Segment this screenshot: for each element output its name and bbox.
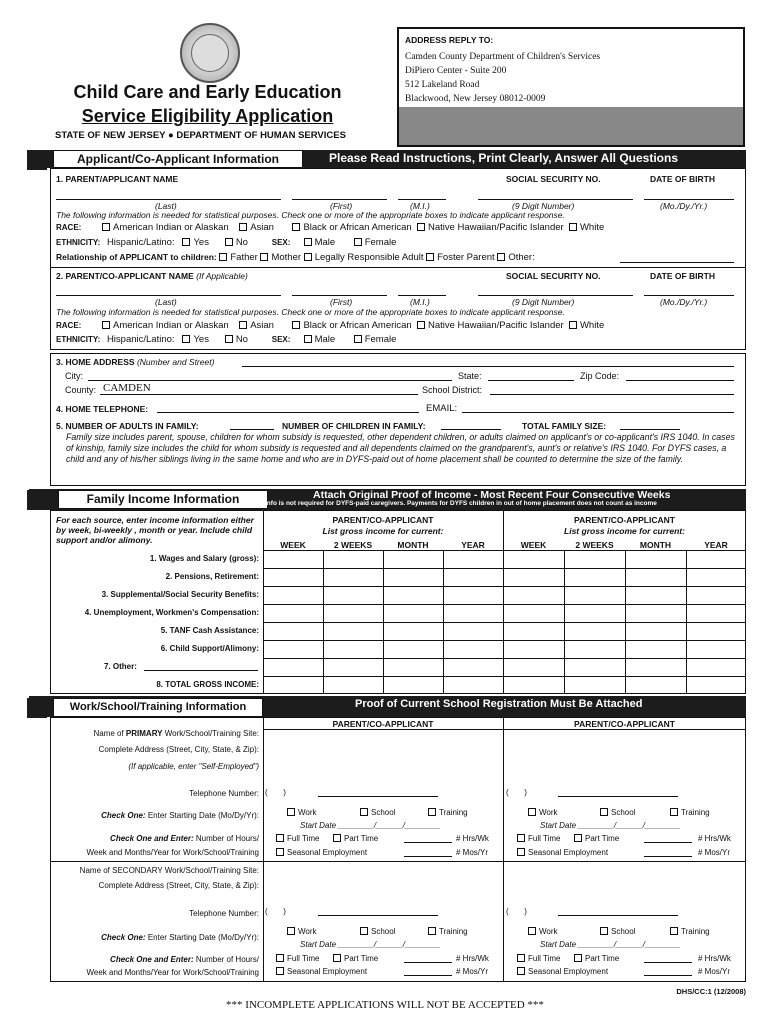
co-ssn-field[interactable] xyxy=(478,295,633,296)
ssn-label: SOCIAL SECURITY NO. xyxy=(506,174,601,184)
home-address-box xyxy=(50,353,746,486)
mi-field[interactable] xyxy=(398,199,446,200)
race-checkbox[interactable] xyxy=(292,223,300,231)
income-row-label: 2. Pensions, Retirement: xyxy=(165,572,259,581)
full-time-checkbox[interactable] xyxy=(276,834,284,842)
section-a-banner: Please Read Instructions, Print Clearly, Answer All Questions xyxy=(329,151,678,165)
co-race-checkbox[interactable] xyxy=(417,321,425,329)
section-a-tab: Applicant/Co-Applicant Information xyxy=(53,150,303,168)
female-checkbox[interactable] xyxy=(354,238,362,246)
zip-field[interactable] xyxy=(626,380,734,381)
secondary-full-time-checkbox[interactable] xyxy=(276,954,284,962)
dob-label: DATE OF BIRTH xyxy=(650,174,716,184)
secondary-hrs-wk-field[interactable] xyxy=(404,962,452,963)
dob-field[interactable] xyxy=(644,199,734,200)
co-last-name-field[interactable] xyxy=(56,295,281,296)
home-telephone-field[interactable] xyxy=(157,412,419,413)
co-race-checkbox[interactable] xyxy=(292,321,300,329)
secondary-part-time-checkbox[interactable] xyxy=(333,954,341,962)
income-row-label: 5. TANF Cash Assistance: xyxy=(160,626,259,635)
race-checkbox[interactable] xyxy=(102,223,110,231)
ssn-field[interactable] xyxy=(478,199,633,200)
phone-field[interactable] xyxy=(318,796,438,797)
state-field[interactable] xyxy=(488,380,574,381)
race-checkbox[interactable] xyxy=(417,223,425,231)
secondary-school-checkbox[interactable] xyxy=(360,927,368,935)
other-income-field[interactable] xyxy=(144,670,258,671)
co-school-checkbox[interactable] xyxy=(600,808,608,816)
section-b-bar xyxy=(29,489,746,510)
co-dob-field[interactable] xyxy=(644,295,734,296)
section-c-banner: Proof of Current School Registration Must Be Attached xyxy=(355,698,643,710)
co-seasonal-checkbox[interactable] xyxy=(517,848,525,856)
co-secondary-mos-yr-field[interactable] xyxy=(644,975,692,976)
section-c-bar xyxy=(29,696,746,717)
secondary-seasonal-checkbox[interactable] xyxy=(276,967,284,975)
co-race-checkbox[interactable] xyxy=(569,321,577,329)
co-secondary-hrs-wk-field[interactable] xyxy=(644,962,692,963)
info-text: The following information is needed for statistical purposes. Check one or more of the appropriate boxes to indicate applicant response. xyxy=(56,210,565,220)
section-b-banner: Attach Original Proof of Income - Most Recent Four Consecutive Weeks xyxy=(313,489,671,501)
co-secondary-school-checkbox[interactable] xyxy=(600,927,608,935)
co-secondary-work-checkbox[interactable] xyxy=(528,927,536,935)
co-hispanic-no-checkbox[interactable] xyxy=(225,335,233,343)
section-b-subbanner: Info is not required for DYFS-paid caregivers. Payments for DYFS children in out of home placement does not count as income xyxy=(265,500,657,507)
male-checkbox[interactable] xyxy=(304,238,312,246)
co-part-time-checkbox[interactable] xyxy=(574,834,582,842)
secondary-phone-field[interactable] xyxy=(318,915,438,916)
co-male-checkbox[interactable] xyxy=(304,335,312,343)
city-field[interactable] xyxy=(88,380,452,381)
school-checkbox[interactable] xyxy=(360,808,368,816)
co-phone-field[interactable] xyxy=(558,796,678,797)
training-checkbox[interactable] xyxy=(428,808,436,816)
num-adults-field[interactable] xyxy=(230,429,274,430)
relationship-checkbox[interactable] xyxy=(304,253,312,261)
incomplete-warning: *** INCOMPLETE APPLICATIONS WILL NOT BE ACCEPTED *** xyxy=(226,999,544,1011)
state-seal-logo xyxy=(180,23,240,83)
income-row-label: 6. Child Support/Alimony: xyxy=(160,644,259,653)
co-hispanic-yes-checkbox[interactable] xyxy=(182,335,190,343)
section-a-bar xyxy=(29,150,746,168)
relationship-checkbox[interactable] xyxy=(219,253,227,261)
work-checkbox[interactable] xyxy=(287,808,295,816)
hispanic-no-checkbox[interactable] xyxy=(225,238,233,246)
section-b-tab: Family Income Information xyxy=(58,490,268,509)
co-female-checkbox[interactable] xyxy=(354,335,362,343)
co-race-checkbox[interactable] xyxy=(239,321,247,329)
relationship-checkbox[interactable] xyxy=(260,253,268,261)
email-field[interactable] xyxy=(462,412,734,413)
form-title: Child Care and Early Education Service Eligibility Application xyxy=(73,82,342,126)
co-mos-yr-field[interactable] xyxy=(644,856,692,857)
co-race-checkbox[interactable] xyxy=(102,321,110,329)
part-time-checkbox[interactable] xyxy=(333,834,341,842)
county-value[interactable]: CAMDEN xyxy=(103,382,151,394)
section-c-tab: Work/School/Training Information xyxy=(53,698,263,717)
co-secondary-seasonal-checkbox[interactable] xyxy=(517,967,525,975)
income-row-label: 8. TOTAL GROSS INCOME: xyxy=(156,680,259,689)
secondary-work-checkbox[interactable] xyxy=(287,927,295,935)
mos-yr-field[interactable] xyxy=(404,856,452,857)
race-checkbox[interactable] xyxy=(239,223,247,231)
income-row-label: 1. Wages and Salary (gross): xyxy=(149,554,259,563)
co-mi-field[interactable] xyxy=(398,295,446,296)
co-work-checkbox[interactable] xyxy=(528,808,536,816)
income-instructions: For each source, enter income information either by week, bi-weekly , month or year. Include child support and/or alimony. xyxy=(56,515,254,545)
secondary-training-checkbox[interactable] xyxy=(428,927,436,935)
co-secondary-part-time-checkbox[interactable] xyxy=(574,954,582,962)
address-reply-box: ADDRESS REPLY TO: Camden County Department of Children's Services DiPiero Center - Suite 200 512 Lakeland Road Blackwood, New Jersey 08012-0009 xyxy=(397,27,745,147)
last-name-field[interactable] xyxy=(56,199,281,200)
seasonal-checkbox[interactable] xyxy=(276,848,284,856)
school-district-field[interactable] xyxy=(490,394,734,395)
family-size-text: Family size includes parent, spouse, children for whom subsidy is requested, other dependent children, or adults claimed on applicant's or co-applicant's IRS 1040. In cases of kinship, family size includes the child for whom subsidy is requested and all dependents claimed on the grandparent's, aunt's or relative's IRS 1040. For DYFS cases, a child and any of his/her siblings living in the same home and who are in DYFS-paid out of home placement shall be counted to determine the size of the family. xyxy=(66,432,735,464)
hrs-wk-field[interactable] xyxy=(404,842,452,843)
co-first-name-field[interactable] xyxy=(292,295,387,296)
secondary-mos-yr-field[interactable] xyxy=(404,975,452,976)
department-line: STATE OF NEW JERSEY ● DEPARTMENT OF HUMAN SERVICES xyxy=(55,130,346,141)
race-checkbox[interactable] xyxy=(569,223,577,231)
co-secondary-phone-field[interactable] xyxy=(558,915,678,916)
hispanic-yes-checkbox[interactable] xyxy=(182,238,190,246)
co-hrs-wk-field[interactable] xyxy=(644,842,692,843)
num-children-field[interactable] xyxy=(441,429,501,430)
relationship-checkbox[interactable] xyxy=(426,253,434,261)
first-name-field[interactable] xyxy=(292,199,387,200)
family-size-field[interactable] xyxy=(620,429,680,430)
county-field[interactable] xyxy=(100,394,418,395)
relationship-checkbox[interactable] xyxy=(497,253,505,261)
parent-name-label: 1. PARENT/APPLICANT NAME xyxy=(56,174,179,184)
co-secondary-training-checkbox[interactable] xyxy=(670,927,678,935)
income-row-label: 4. Unemployment, Workmen's Compensation: xyxy=(84,608,259,617)
co-training-checkbox[interactable] xyxy=(670,808,678,816)
co-full-time-checkbox[interactable] xyxy=(517,834,525,842)
street-field[interactable] xyxy=(242,366,734,367)
income-row-label: 3. Supplemental/Social Security Benefits: xyxy=(101,590,259,599)
income-row-label: 7. Other: xyxy=(104,662,137,671)
co-secondary-full-time-checkbox[interactable] xyxy=(517,954,525,962)
other-relationship-field[interactable] xyxy=(620,262,734,263)
form-id: DHS/CC:1 (12/2008) xyxy=(676,987,746,996)
